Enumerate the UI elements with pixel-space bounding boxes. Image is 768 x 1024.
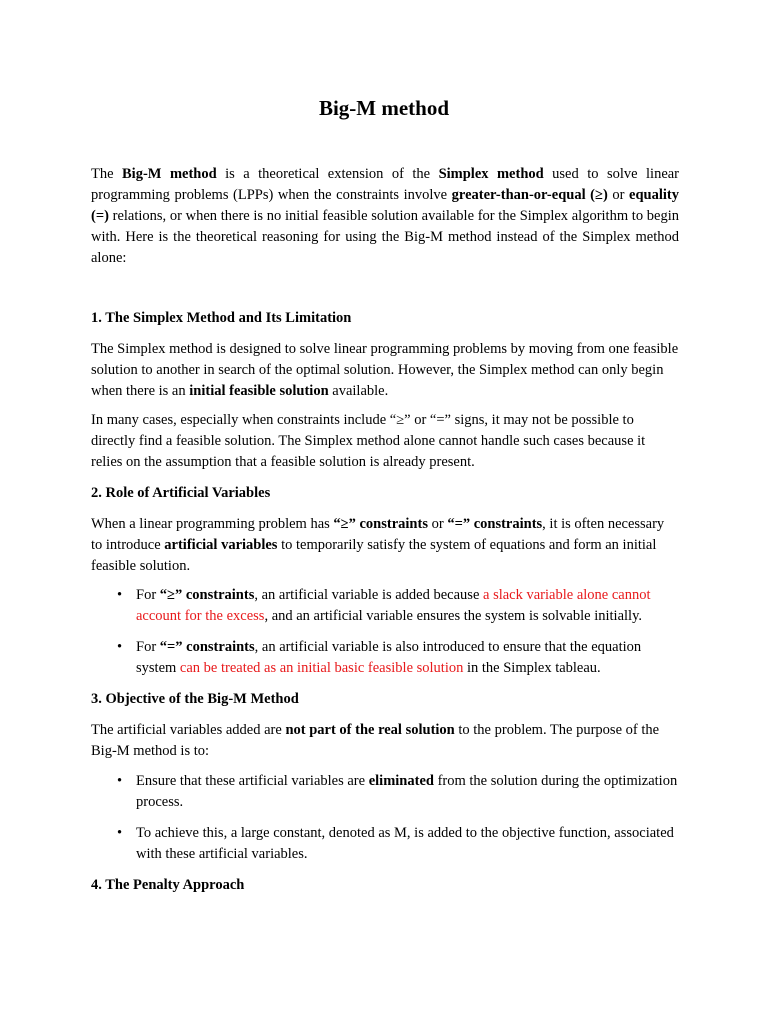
bold-text: “=” constraints	[447, 516, 543, 532]
section-2-paragraph: When a linear programming problem has “≥” constraints or “=” constraints, it is often necessary to introduce artificial variables to temporarily satisfy the system of equations and form an initial feasible solution.	[91, 516, 665, 574]
bold-text: initial feasible solution	[189, 383, 329, 399]
bold-text: Simplex method	[438, 166, 544, 182]
bullet-marker: •	[117, 825, 123, 841]
section-3-heading: 3. Objective of the Big-M Method	[91, 691, 299, 707]
section-2-bullet-1: For “≥” constraints, an artificial variable is added because a slack variable alone cannot account for the excess, and an artificial variable ensures the system is solvable initially.	[136, 587, 651, 624]
section-3-bullet-2: To achieve this, a large constant, denoted as M, is added to the objective function, associated with these artificial variables.	[136, 825, 674, 862]
bullet-marker: •	[117, 587, 123, 603]
bold-text: “≥” constraints	[333, 516, 428, 532]
highlighted-text: can be treated as an initial basic feasible solution	[179, 660, 464, 676]
page-title: Big-M method	[318, 96, 450, 120]
section-3-paragraph: The artificial variables added are not part of the real solution to the problem. The purpose of the Big-M method is to:	[91, 722, 660, 759]
section-2-bullet-2: For “=” constraints, an artificial variable is also introduced to ensure that the equation system can be treated as an initial basic feasible solution in the Simplex tableau.	[136, 639, 642, 676]
section-3-bullet-1: Ensure that these artificial variables are eliminated from the solution during the optimization process.	[136, 773, 678, 810]
bullet-marker: •	[117, 639, 123, 655]
bold-text: artificial variables	[164, 537, 278, 553]
bold-text: equality (=)	[91, 187, 679, 224]
bold-text: greater-than-or-equal (≥)	[451, 187, 608, 203]
section-2-heading: 2. Role of Artificial Variables	[91, 485, 271, 501]
bullet-marker: •	[117, 773, 123, 789]
bold-text: “≥” constraints	[159, 587, 255, 603]
bold-text: Big-M method	[122, 166, 217, 182]
bold-text: not part of the real solution	[285, 722, 455, 738]
section-1-heading: 1. The Simplex Method and Its Limitation	[91, 310, 352, 326]
section-1-paragraph-1: The Simplex method is designed to solve linear programming problems by moving from one feasible solution to another in search of the optimal solution. However, the Simplex method can only begin when there is an initial feasible solution available.	[91, 341, 679, 399]
intro-paragraph: The Big-M method is a theoretical extension of the Simplex method used to solve linear programming problems (LPPs) when the constraints involve greater-than-or-equal (≥) or equality (=) relations, or when there is no initial feasible solution available for the Simplex algorithm to begin with. Here is the theoretical reasoning for using the Big-M method instead of the Simplex method alone:	[91, 166, 680, 266]
section-4-heading: 4. The Penalty Approach	[91, 877, 245, 893]
bold-text: eliminated	[368, 773, 434, 789]
section-1-paragraph-2: In many cases, especially when constraints include “≥” or “=” signs, it may not be possible to directly find a feasible solution. The Simplex method alone cannot handle such cases because it relies on the assumption that a feasible solution is already present.	[91, 412, 646, 470]
highlighted-text: a slack variable alone cannot account for the excess	[136, 587, 651, 624]
bold-text: “=” constraints	[159, 639, 255, 655]
